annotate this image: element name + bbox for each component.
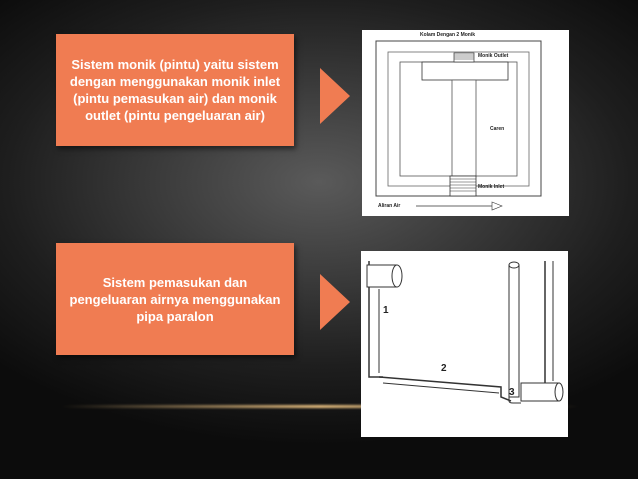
description-box-monik	[56, 34, 294, 146]
description-line: pengeluaran airnya menggunakan	[69, 291, 281, 307]
monik-inlet-label: Monik Inlet	[478, 184, 505, 190]
description-text-monik	[70, 56, 280, 124]
description-line: dengan menggunakan monik inlet	[69, 74, 281, 89]
description-text-paralon	[70, 274, 281, 325]
pond-monik-drawing	[362, 30, 569, 216]
pipe-label-2: 2	[441, 363, 447, 374]
description-line: Sistem monik (pintu) yaitu sistem	[71, 57, 279, 72]
right-arrow-icon	[320, 68, 350, 124]
description-line: (pintu pemasukan air) dan monik	[73, 91, 277, 106]
pipe-paralon-diagram	[361, 251, 568, 437]
description-box-paralon	[56, 243, 294, 355]
pond-monik-diagram	[362, 30, 569, 216]
pond-diagram-title: Kolam Dengan 2 Monik	[420, 32, 476, 38]
aliran-air-label: Aliran Air	[378, 203, 401, 209]
description-line: pipa paralon	[136, 308, 214, 324]
right-arrow-icon	[320, 274, 350, 330]
caren-label: Caren	[490, 126, 505, 132]
pipe-label-3: 3	[509, 387, 515, 398]
pipe-label-1: 1	[383, 305, 389, 316]
description-line: outlet (pintu pengeluaran air)	[85, 108, 265, 123]
monik-outlet-label: Monik Outlet	[478, 53, 509, 59]
description-line: Sistem pemasukan dan	[102, 274, 248, 290]
pipe-paralon-drawing	[361, 251, 568, 437]
